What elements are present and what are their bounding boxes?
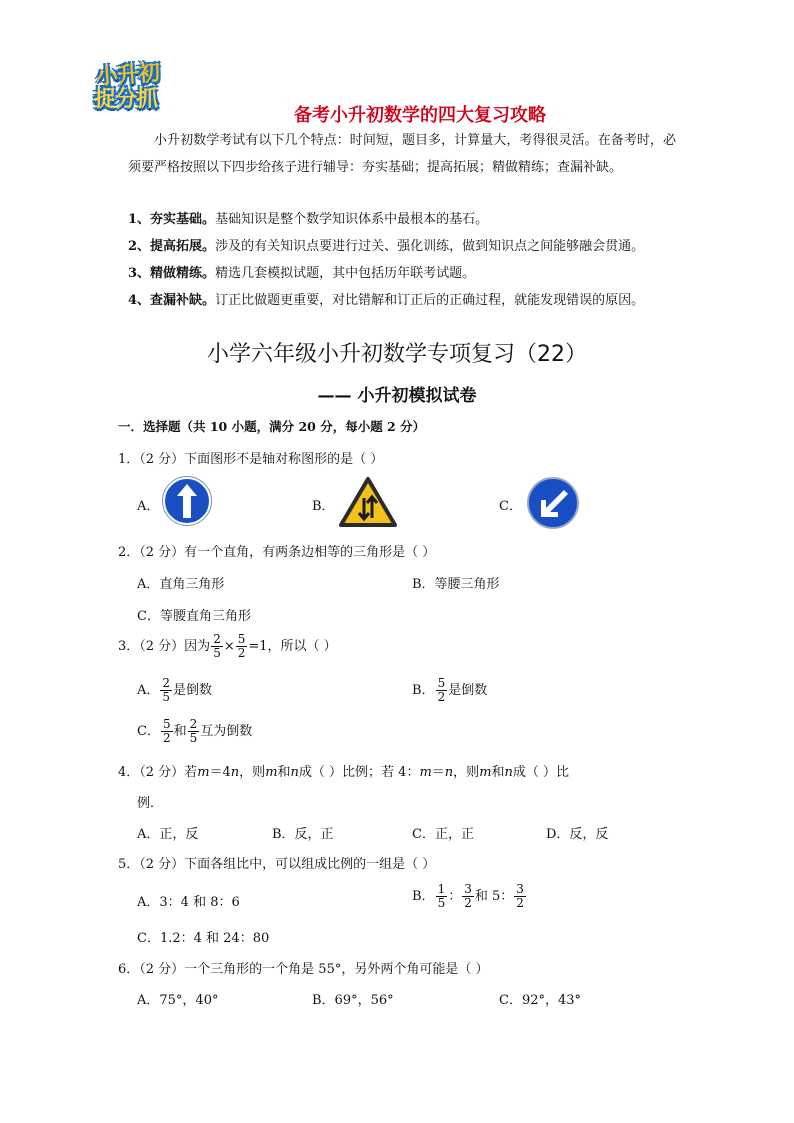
q3-option-c <box>137 718 252 745</box>
option-text: 是倒数 <box>173 683 213 698</box>
question-1-stem: 1．（2 分）下面图形不是轴对称图形的是（ ） <box>118 452 384 467</box>
guide-intro: 小升初数学考试有以下几个特点：时间短，题目多，计算量大，考得很灵活。在备考时，必须要严格按照以下四步给孩子进行辅导：夯实基础；提高拓展；精做精练；查漏补缺。 <box>128 133 676 175</box>
point-head: 夯实基础。 <box>150 212 216 227</box>
var-n: n <box>504 765 513 780</box>
option-text: 和 <box>173 724 187 739</box>
option-letter: C． <box>137 724 160 739</box>
point-head: 查漏补缺。 <box>150 293 216 308</box>
point-head: 精做精练。 <box>150 266 216 281</box>
q2-option-c: C．等腰直角三角形 <box>137 609 251 624</box>
q5-option-c: C．1.2：4 和 24：80 <box>137 931 270 946</box>
q4-text: ＝ <box>431 765 445 780</box>
q3-option-b <box>412 677 487 704</box>
fraction <box>436 677 448 704</box>
q4-prefix: 4．（2 分）若 <box>118 765 198 780</box>
numerator: 5 <box>437 676 446 690</box>
option-letter: A． <box>137 683 160 698</box>
var-m: m <box>479 765 492 780</box>
fraction <box>462 883 474 910</box>
arrow-down-left-sign-icon <box>526 476 580 530</box>
var-m: m <box>197 765 210 780</box>
q1-option-a: A． <box>137 499 160 514</box>
q1-option-c: C． <box>499 499 522 514</box>
var-m: m <box>265 765 278 780</box>
point-text: 基础知识是整个数学知识体系中最根本的基石。 <box>215 212 489 227</box>
option-letter: B． <box>412 889 435 904</box>
var-n: n <box>290 765 299 780</box>
q3-option-a <box>137 677 212 704</box>
q4-text: ，则 <box>239 765 266 780</box>
denominator: 5 <box>162 690 171 704</box>
option-letter: B． <box>412 683 435 698</box>
q6-option-a: A．75°，40° <box>137 993 219 1008</box>
denominator: 2 <box>437 690 446 704</box>
fraction <box>188 718 200 745</box>
numerator: 5 <box>162 717 171 731</box>
q4-text: 成（ ）比 <box>512 765 570 780</box>
exam-title: 小学六年级小升初数学专项复习（22） <box>207 342 587 367</box>
q4-text: 成（ ）比例；若 4： <box>298 765 420 780</box>
q2-option-a: A．直角三角形 <box>137 577 225 592</box>
q4-text: ＝4 <box>209 765 231 780</box>
var-n: n <box>444 765 454 780</box>
q4-option-b: B．反，正 <box>272 827 334 842</box>
numerator: 3 <box>464 882 472 896</box>
question-5-stem: 5．（2 分）下面各组比中，可以组成比例的一组是（ ） <box>118 857 436 872</box>
point-num: 4、 <box>128 293 151 308</box>
arrow-up-sign-icon <box>162 476 212 526</box>
denominator: 2 <box>516 896 524 910</box>
numerator: 1 <box>437 882 446 896</box>
var-n: n <box>230 765 240 780</box>
exam-subtitle: —— 小升初模拟试卷 <box>317 386 477 406</box>
question-6-stem: 6．（2 分）一个三角形的一个角是 55°，另外两个角可能是（ ） <box>118 962 489 977</box>
q2-option-b: B．等腰三角形 <box>412 577 500 592</box>
q6-option-b: B．69°，56° <box>312 993 394 1008</box>
guide-point <box>128 237 688 257</box>
two-way-traffic-warning-icon <box>338 476 398 528</box>
logo-line1: 小升初 <box>95 60 160 91</box>
q6-option-c: C．92°，43° <box>499 993 582 1008</box>
question-2-stem: 2．（2 分）有一个直角，有两条边相等的三角形是（ ） <box>118 545 436 560</box>
guide-title: 备考小升初数学的四大复习攻略 <box>294 105 546 126</box>
option-text: ： <box>448 889 462 904</box>
var-m: m <box>419 765 432 780</box>
q4-text: 和 <box>491 765 505 780</box>
numerator: 3 <box>516 882 524 896</box>
q4-option-a: A．正，反 <box>137 827 199 842</box>
question-3-stem <box>118 633 337 660</box>
numerator: 2 <box>189 717 198 731</box>
q3-suffix: =1，所以（ ） <box>248 639 337 654</box>
option-text: 是倒数 <box>448 683 488 698</box>
guide-point <box>128 210 688 230</box>
q1-option-b: B． <box>312 499 335 514</box>
q3-prefix: 3．（2 分）因为 <box>118 639 211 654</box>
numerator: 5 <box>237 632 246 646</box>
fraction <box>514 883 526 910</box>
question-4-stem <box>118 761 569 780</box>
denominator: 5 <box>189 731 198 745</box>
fraction <box>160 677 172 704</box>
fraction <box>236 633 248 660</box>
q5-option-a: A．3：4 和 8：6 <box>137 895 240 910</box>
section-heading: 一．选择题（共 10 小题，满分 20 分，每小题 2 分） <box>118 419 426 434</box>
question-4-continued: 例． <box>137 796 164 811</box>
guide-point <box>128 264 688 284</box>
point-num: 3、 <box>128 266 151 281</box>
option-text: 和 5： <box>474 889 514 904</box>
point-text: 精选几套模拟试题，其中包括历年联考试题。 <box>215 266 476 281</box>
point-text: 涉及的有关知识点要进行过关、强化训练，做到知识点之间能够融会贯通。 <box>215 239 645 254</box>
denominator: 2 <box>464 896 472 910</box>
q4-option-d: D．反，反 <box>546 827 609 842</box>
point-text: 订正比做题更重要，对比错解和订正后的正确过程，就能发现错误的原因。 <box>215 293 645 308</box>
q4-text: ，则 <box>453 765 480 780</box>
option-text: 互为倒数 <box>200 724 253 739</box>
fraction <box>211 633 223 660</box>
numerator: 2 <box>162 676 171 690</box>
point-num: 2、 <box>128 239 151 254</box>
q4-option-c: C．正，正 <box>412 827 474 842</box>
times-sign: × <box>223 639 235 654</box>
guide-point <box>128 291 688 311</box>
denominator: 5 <box>437 896 446 910</box>
numerator: 2 <box>213 632 221 646</box>
q4-text: 和 <box>277 765 291 780</box>
point-num: 1、 <box>128 212 151 227</box>
fraction <box>436 883 448 910</box>
q5-option-b <box>412 883 527 910</box>
denominator: 2 <box>237 646 246 660</box>
denominator: 2 <box>162 731 171 745</box>
fraction <box>161 718 173 745</box>
point-head: 提高拓展。 <box>150 239 216 254</box>
logo-line2: 捉分抓 <box>94 87 158 112</box>
denominator: 5 <box>213 646 221 660</box>
